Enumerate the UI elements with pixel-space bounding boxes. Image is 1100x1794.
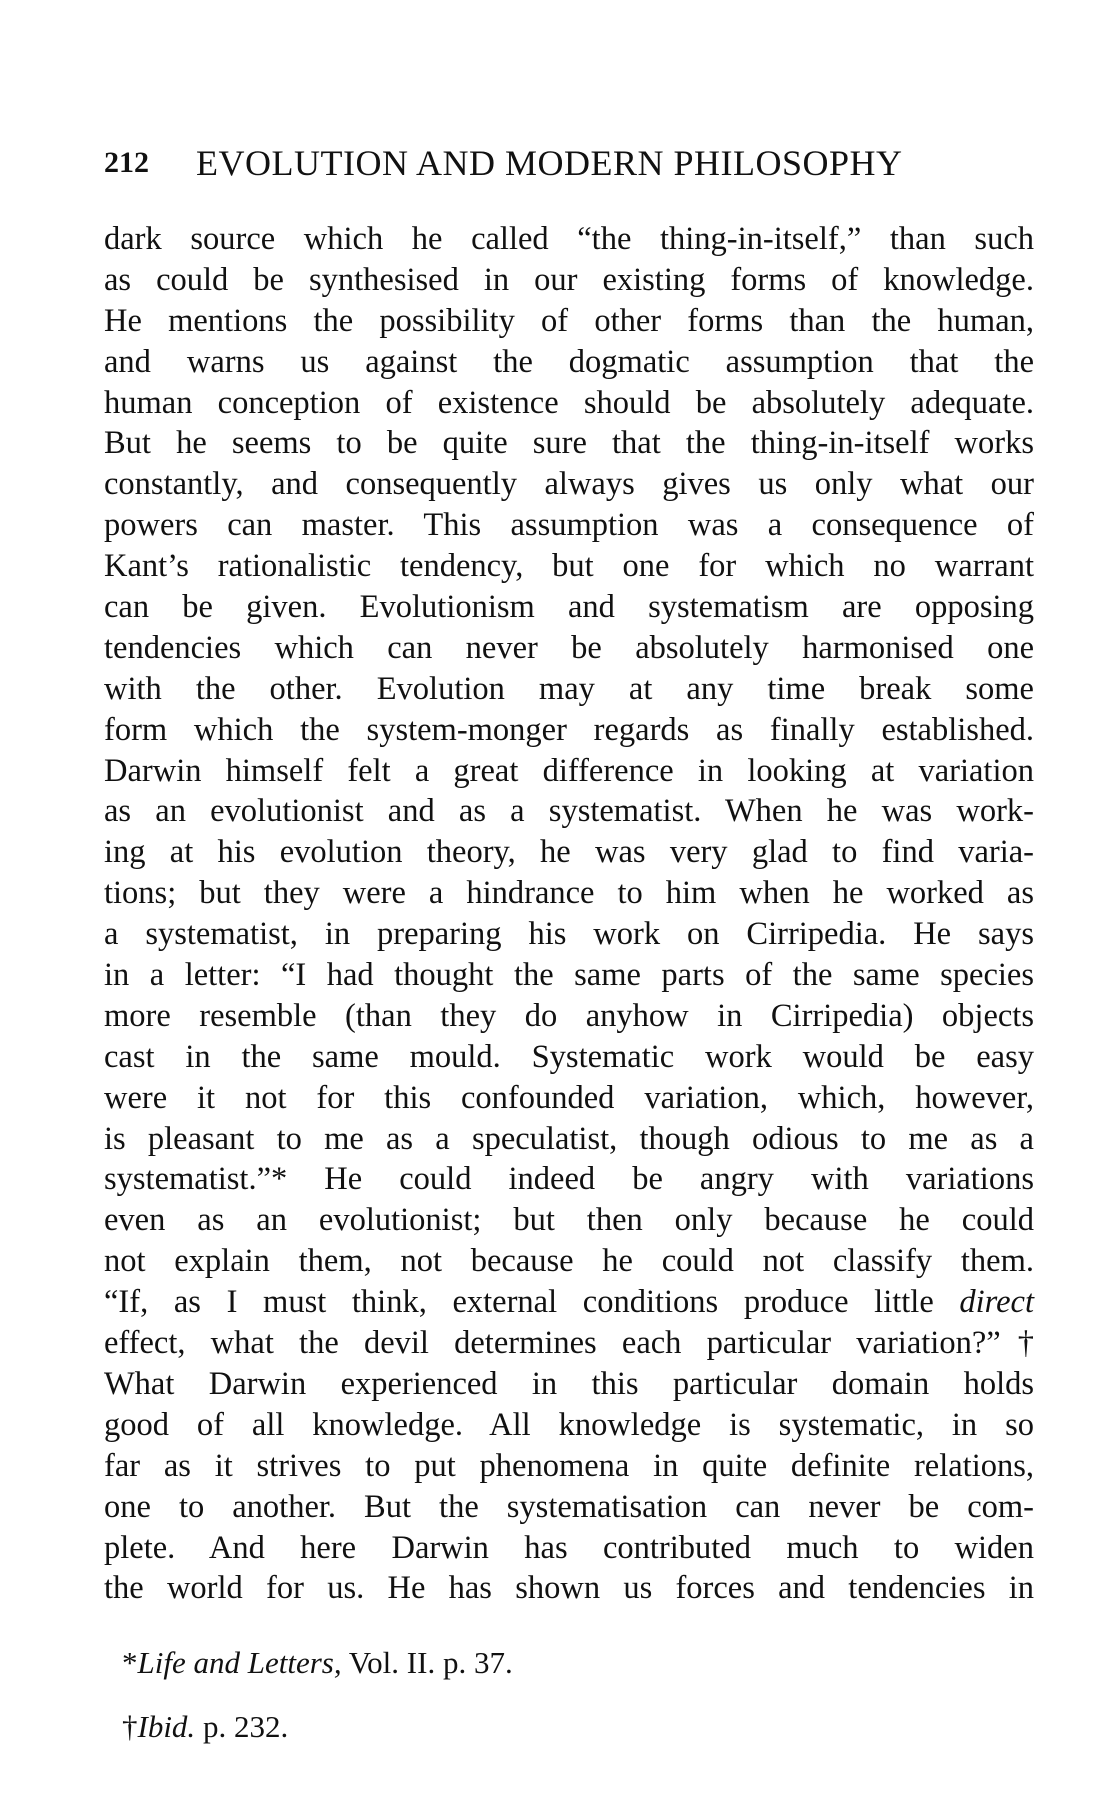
- footnote-1-marker: *: [122, 1645, 138, 1680]
- footnote-2: [122, 1702, 722, 1752]
- text-line-17: tions; but they were a hindrance to him when he worked as: [104, 875, 1034, 912]
- footnote-1-page: . p. 37.: [427, 1645, 513, 1680]
- text-line-8: powers can master. This assumption was a consequence of: [104, 507, 1034, 544]
- footnote-2-title: Ibid.: [137, 1709, 196, 1744]
- text-line-27: [104, 1282, 1034, 1323]
- text-line-25: even as an evolutionist; but then only because he could: [104, 1202, 1034, 1239]
- footnotes: [122, 1638, 722, 1752]
- text-line-9: Kant’s rationalistic tendency, but one for which no warrant: [104, 548, 1034, 585]
- text-line-15: as an evolutionist and as a systematist. When he was work-: [104, 793, 1034, 830]
- text-line-10: can be given. Evolutionism and systematism are opposing: [104, 589, 1034, 626]
- footnote-1-vol-label: Vol.: [341, 1645, 407, 1680]
- footnote-1-title: Life and Letters,: [137, 1645, 342, 1680]
- text-line-31: far as it strives to put phenomena in quite definite relations,: [104, 1447, 1034, 1484]
- text-line-34: the world for us. He has shown us forces and tendencies in: [104, 1570, 1034, 1607]
- footnote-1-volume: II: [406, 1645, 428, 1680]
- text-line-29: What Darwin experienced in this particular domain holds: [104, 1365, 1034, 1402]
- text-line-30: good of all knowledge. All knowledge is systematic, in so: [104, 1406, 1034, 1443]
- text-line-13: form which the system-monger regards as finally established.: [104, 711, 1034, 748]
- text-line-7: constantly, and consequently always gives us only what our: [104, 466, 1034, 503]
- text-line-28: effect, what the devil determines each particular variation?”†: [104, 1325, 1034, 1362]
- footnote-2-marker: †: [122, 1709, 138, 1744]
- text-line-21: cast in the same mould. Systematic work would be easy: [104, 1038, 1034, 1075]
- text-line-16: ing at his evolution theory, he was very glad to find varia-: [104, 834, 1034, 871]
- text-line-6: But he seems to be quite sure that the thing-in-itself works: [104, 425, 1034, 462]
- text-line-20: more resemble (than they do anyhow in Cirripedia) objects: [104, 997, 1034, 1034]
- line-27-italic-word: direct: [959, 1284, 1034, 1321]
- footnote-2-page: p. 232.: [195, 1709, 289, 1744]
- text-line-1: dark source which he called “the thing-in-itself,” than such: [104, 221, 1034, 257]
- text-line-12: with the other. Evolution may at any time break some: [104, 670, 1034, 707]
- text-line-24: systematist.”* He could indeed be angry with variations: [104, 1161, 1034, 1198]
- text-line-18: a systematist, in preparing his work on Cirripedia. He says: [104, 916, 1034, 953]
- running-title: EVOLUTION AND MODERN PHILOSOPHY: [196, 143, 903, 183]
- text-line-3: He mentions the possibility of other forms than the human,: [104, 302, 1034, 339]
- running-head: [104, 142, 1034, 190]
- text-line-19: in a letter: “I had thought the same parts of the same species: [104, 957, 1034, 994]
- text-line-11: tendencies which can never be absolutely harmonised one: [104, 629, 1034, 666]
- text-line-4: and warns us against the dogmatic assumption that the: [104, 343, 1034, 380]
- text-line-14: Darwin himself felt a great difference in looking at variation: [104, 752, 1034, 789]
- text-line-33: plete. And here Darwin has contributed much to widen: [104, 1529, 1034, 1566]
- text-line-26: not explain them, not because he could not classify them.: [104, 1243, 1034, 1280]
- text-line-5: human conception of existence should be absolutely adequate.: [104, 384, 1034, 421]
- body-text: [104, 219, 1034, 1609]
- text-line-23: is pleasant to me as a speculatist, though odious to me as a: [104, 1120, 1034, 1157]
- line-27-roman: “If, as I must think, external conditions produce little: [104, 1284, 960, 1321]
- page-number: 212: [104, 146, 149, 179]
- footnote-1: [122, 1638, 722, 1688]
- text-line-22: were it not for this confounded variation, which, however,: [104, 1079, 1034, 1116]
- text-line-32: one to another. But the systematisation can never be com-: [104, 1488, 1034, 1525]
- text-line-2: as could be synthesised in our existing forms of knowledge.: [104, 261, 1034, 298]
